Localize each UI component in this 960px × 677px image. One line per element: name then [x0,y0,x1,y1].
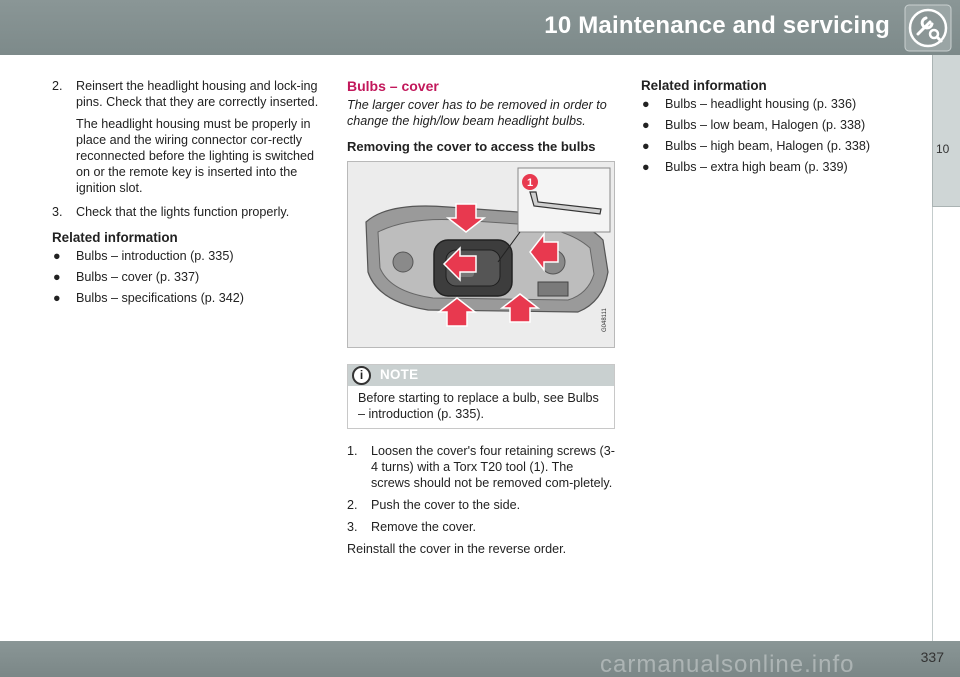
figure-code: G048111 [602,308,608,332]
related-info-list [52,248,322,306]
chapter-title: 10 Maintenance and servicing [544,12,890,39]
column-left [52,78,322,311]
column-middle [347,78,615,557]
step-number: 3. [347,520,358,534]
step-item [52,204,322,220]
related-link[interactable]: ● Bulbs – introduction (p. 335) [53,249,234,263]
related-link[interactable]: ● Bulbs – high beam, Halogen (p. 338) [642,139,871,153]
step-number: 2. [347,498,358,512]
step-text: Remove the cover. [371,520,476,534]
section-title: Bulbs – cover [347,78,439,94]
related-info-heading: Related information [641,78,767,93]
callout-number: 1 [526,177,534,189]
reinstall-text: Reinstall the cover in the reverse order. [347,542,567,556]
chapter-side-tab-label: 10 [936,142,950,156]
step-item [347,497,615,513]
related-link[interactable]: ● Bulbs – specifications (p. 342) [53,291,245,305]
info-icon: i [352,366,371,385]
related-link[interactable]: ● Bulbs – headlight housing (p. 336) [642,97,857,111]
step-note-text: The headlight housing must be properly in place and the wiring connector cor-rectly reconnected before the lighting is switched on or the remote key is inserted into the ignition slot. [76,117,315,195]
step-number: 1. [347,444,358,458]
step-text: Push the cover to the side. [371,498,521,512]
page-number: 337 [920,649,944,665]
step-text: Reinsert the headlight housing and lock-ing pins. Check that they are correctly inserted. [76,79,319,109]
note-box [347,364,615,429]
related-info-heading: Related information [52,230,178,245]
column-right [641,78,911,180]
note-text: Before starting to replace a bulb, see Bulbs – introduction (p. 335). [348,386,614,428]
side-rail-divider [932,207,933,641]
service-wrench-icon [904,4,952,52]
related-link[interactable]: ● Bulbs – extra high beam (p. 339) [642,160,848,174]
note-label: NOTE [380,367,419,382]
step-text: Check that the lights function properly. [76,205,290,219]
step-item [52,78,322,110]
section-subtitle: Removing the cover to access the bulbs [347,139,596,154]
step-text: Loosen the cover's four retaining screws (3-4 turns) with a Torx T20 tool (1). The screws should not be removed com-pletely. [371,444,615,490]
note-header [348,365,614,386]
related-link[interactable]: ● Bulbs – cover (p. 337) [53,270,200,284]
related-link[interactable]: ● Bulbs – low beam, Halogen (p. 338) [642,118,866,132]
step-number: 2. [52,79,63,93]
procedure-steps [347,443,615,535]
headlight-cover-illustration [347,161,615,348]
step-number: 3. [52,205,63,219]
step-item [347,443,615,491]
watermark: carmanualsonline.info [600,651,855,677]
section-intro: The larger cover has to be removed in order to change the high/low beam headlight bulbs. [347,98,607,128]
step-item [347,519,615,535]
chapter-side-tab[interactable] [932,55,960,207]
related-info-list [641,96,911,175]
chapter-header [0,0,960,55]
